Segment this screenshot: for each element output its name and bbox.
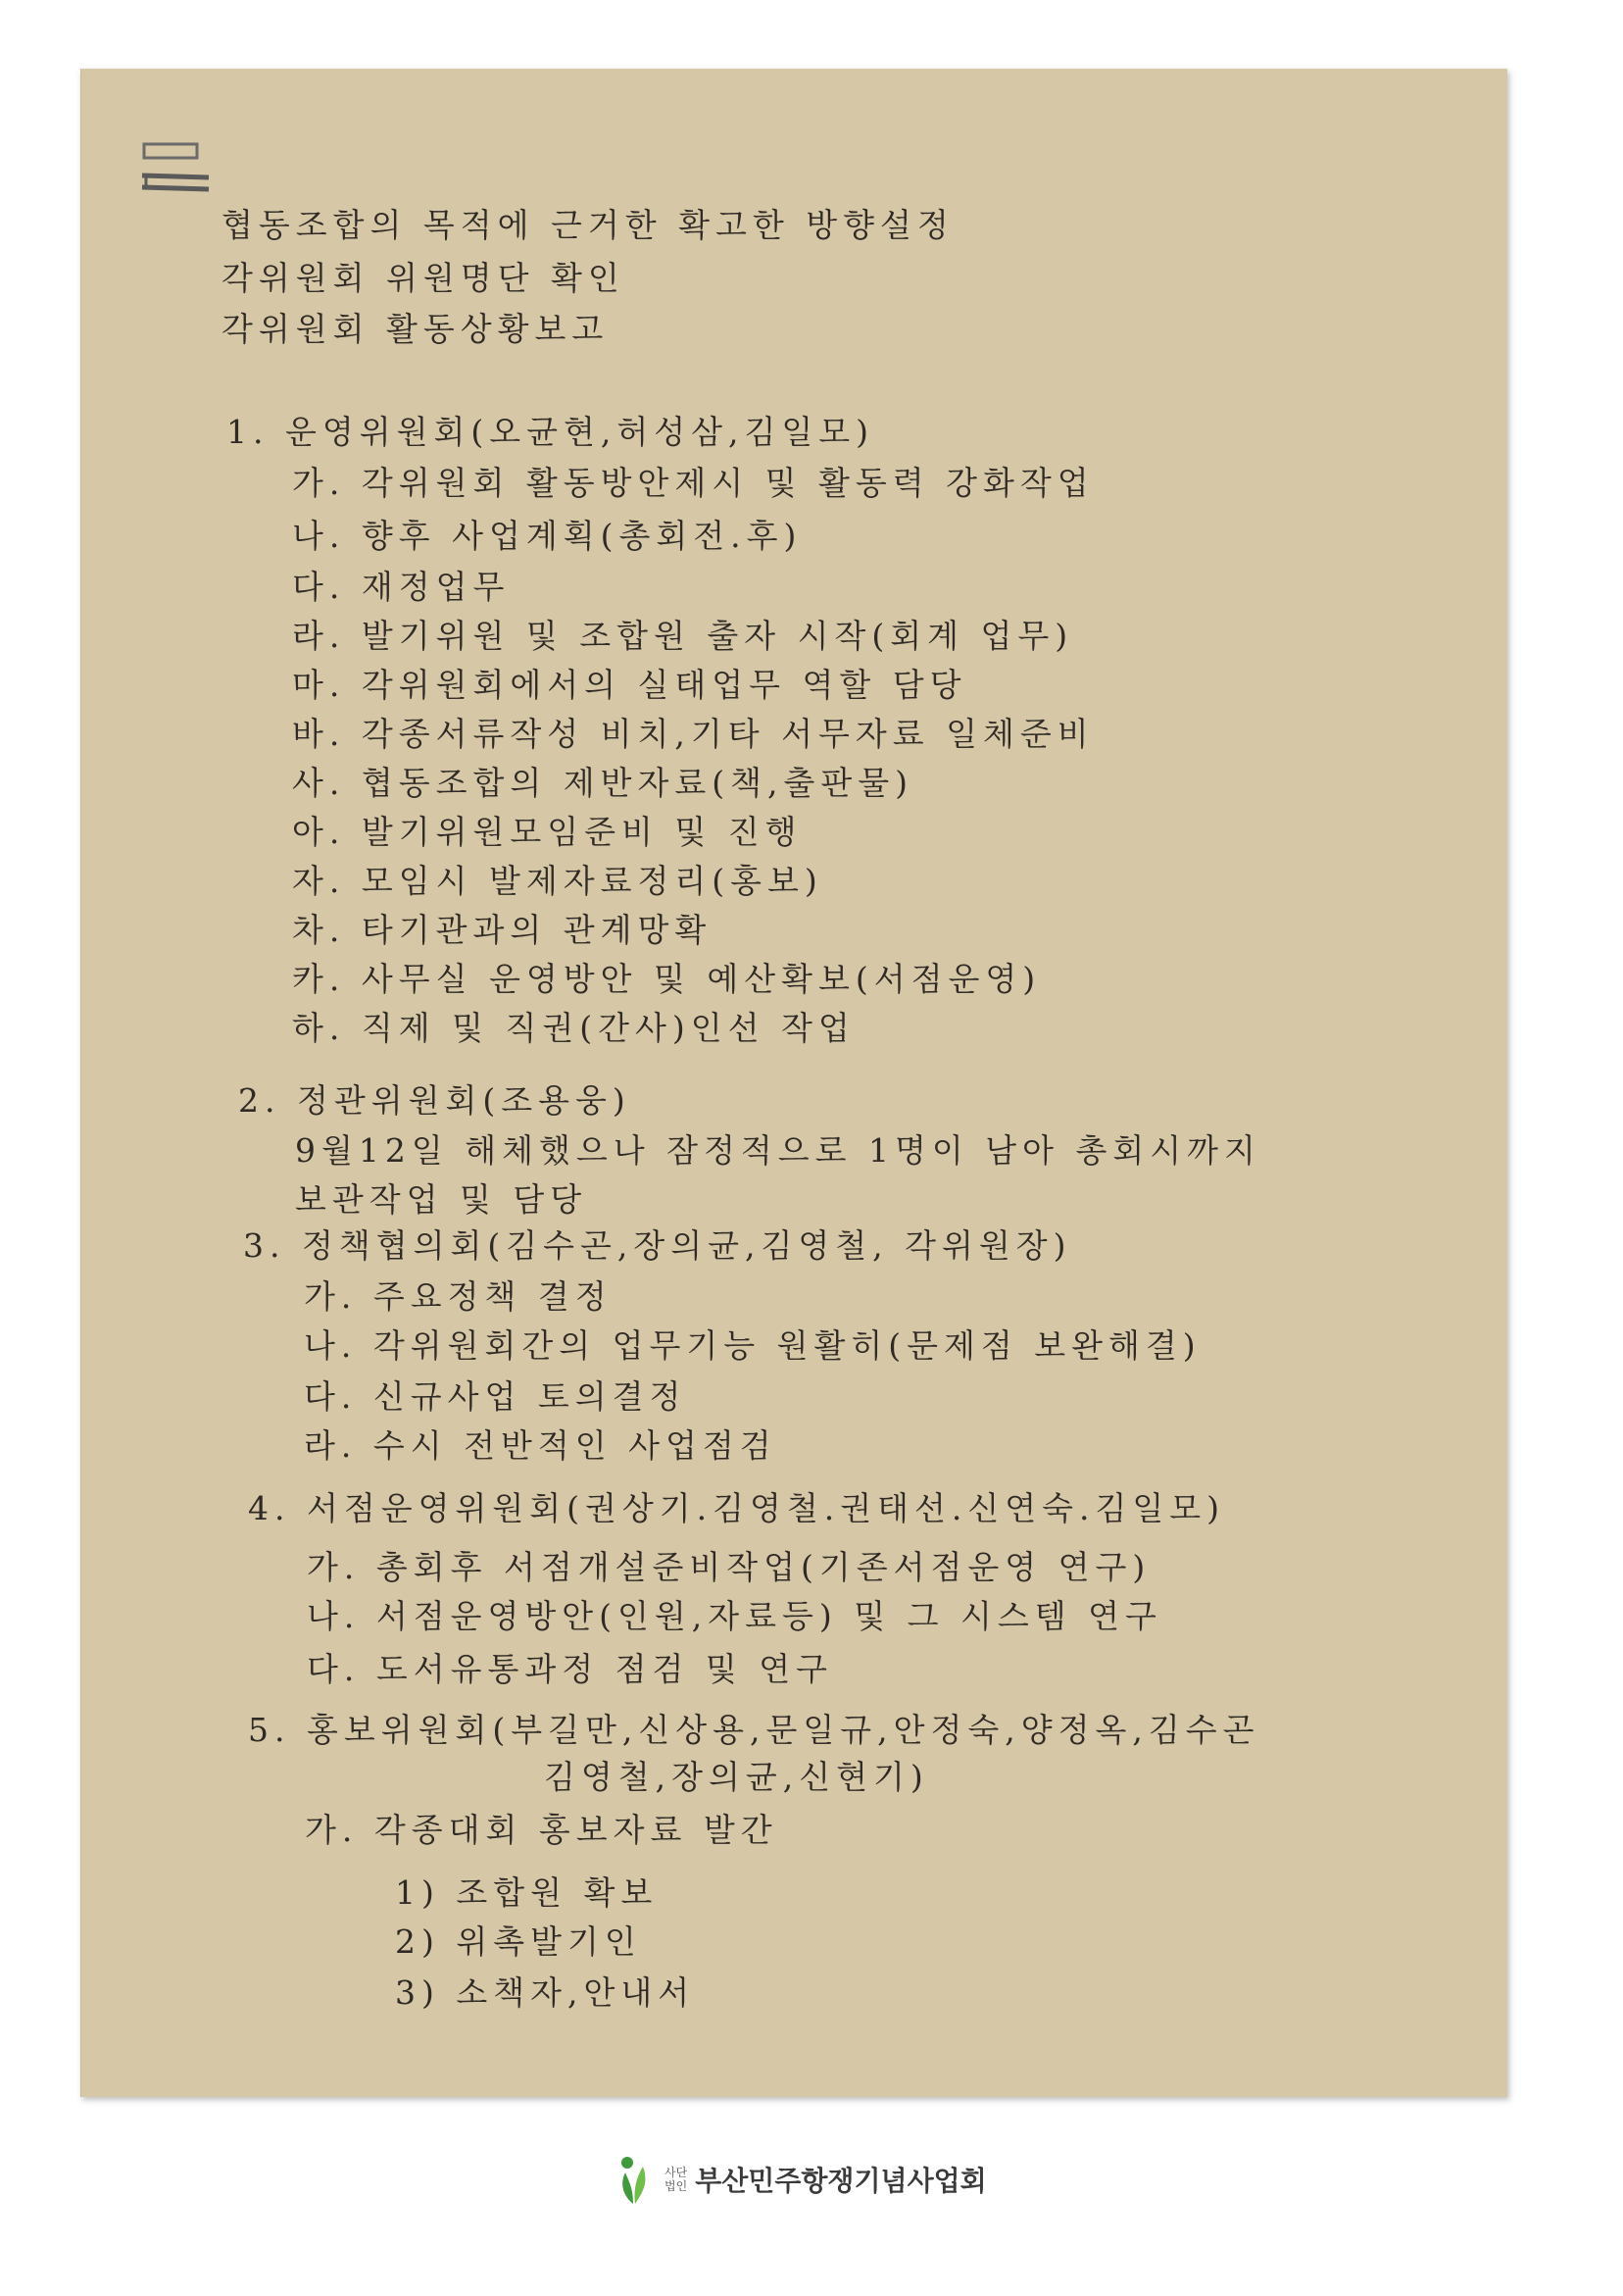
organization-logo-icon <box>614 2153 655 2206</box>
paper-sheet <box>80 69 1507 2097</box>
heading-purpose: 협동조합의 목적에 근거한 확고한 방향설정 <box>221 206 955 244</box>
org-prefix-top: 사단 <box>664 2166 688 2179</box>
list-item: 카. 사무실 운영방안 및 예산확보(서점운영) <box>292 960 1042 998</box>
org-name: 부산민주항쟁기념사업회 <box>695 2165 987 2197</box>
heading-member-list: 각위원회 위원명단 확인 <box>221 259 625 297</box>
list-item: 바. 각종서류작성 비치,기타 서무자료 일체준비 <box>292 715 1095 753</box>
list-item: 가. 주요정책 결정 <box>304 1277 613 1316</box>
section-title: 1. 운영위원회(오균현,허성삼,김일모) <box>226 413 874 451</box>
heading-activity-report: 각위원회 활동상황보고 <box>221 310 610 348</box>
list-item: 마. 각위원회에서의 실태업무 역할 담당 <box>292 666 967 704</box>
section-title: 4. 서점운영위원회(권상기.김영철.권태선.신연숙.김일모) <box>248 1489 1225 1527</box>
document-body <box>81 70 1507 2097</box>
list-item: 다. 도서유통과정 점검 및 연구 <box>307 1650 833 1688</box>
list-item: 사. 협동조합의 제반자료(책,출판물) <box>292 764 913 802</box>
list-item: 가. 각종대회 홍보자료 발간 <box>305 1811 778 1849</box>
list-item: 차. 타기관과의 관계망확 <box>292 911 713 949</box>
sub-list-item: 1) 조합원 확보 <box>395 1873 659 1912</box>
list-item: 다. 신규사업 토의결정 <box>304 1377 687 1416</box>
org-prefix <box>664 2166 687 2193</box>
list-item: 나. 서점운영방안(인원,자료등) 및 그 시스템 연구 <box>307 1597 1162 1635</box>
section-title: 5. 홍보위원회(부길만,신상용,문일규,안정숙,양정옥,김수곤 <box>248 1711 1260 1749</box>
list-item: 아. 발기위원모임준비 및 진행 <box>292 813 803 851</box>
section-title: 3. 정책협의회(김수곤,장의균,김영철, 각위원장) <box>243 1226 1072 1265</box>
list-item: 가. 각위원회 활동방안제시 및 활동력 강화작업 <box>292 464 1095 502</box>
sub-list-item: 3) 소책자,안내서 <box>395 1973 696 2012</box>
org-prefix-bottom: 법인 <box>664 2179 688 2193</box>
section-title-continued: 김영철,장의균,신현기) <box>544 1758 929 1796</box>
sub-list-item: 2) 위촉발기인 <box>395 1922 642 1961</box>
list-item: 라. 수시 전반적인 사업점검 <box>304 1426 777 1465</box>
list-item: 나. 향후 사업계획(총회전.후) <box>292 517 803 555</box>
list-item: 가. 총회후 서점개설준비작업(기존서점운영 연구) <box>307 1548 1152 1586</box>
list-item: 자. 모임시 발제자료정리(홍보) <box>292 862 823 900</box>
list-item: 하. 직제 및 직권(간사)인선 작업 <box>292 1009 856 1047</box>
footer-logo <box>614 2150 987 2209</box>
list-item: 라. 발기위원 및 조합원 출자 시작(회계 업무) <box>292 617 1074 655</box>
list-item: 보관작업 및 담당 <box>295 1180 588 1219</box>
list-item: 9월12일 해체했으나 잠정적으로 1명이 남아 총회시까지 <box>295 1131 1261 1170</box>
section-title: 2. 정관위원회(조용웅) <box>238 1081 631 1120</box>
list-item: 나. 각위원회간의 업무기능 원활히(문제점 보완해결) <box>304 1326 1202 1365</box>
list-item: 다. 재정업무 <box>292 568 511 606</box>
